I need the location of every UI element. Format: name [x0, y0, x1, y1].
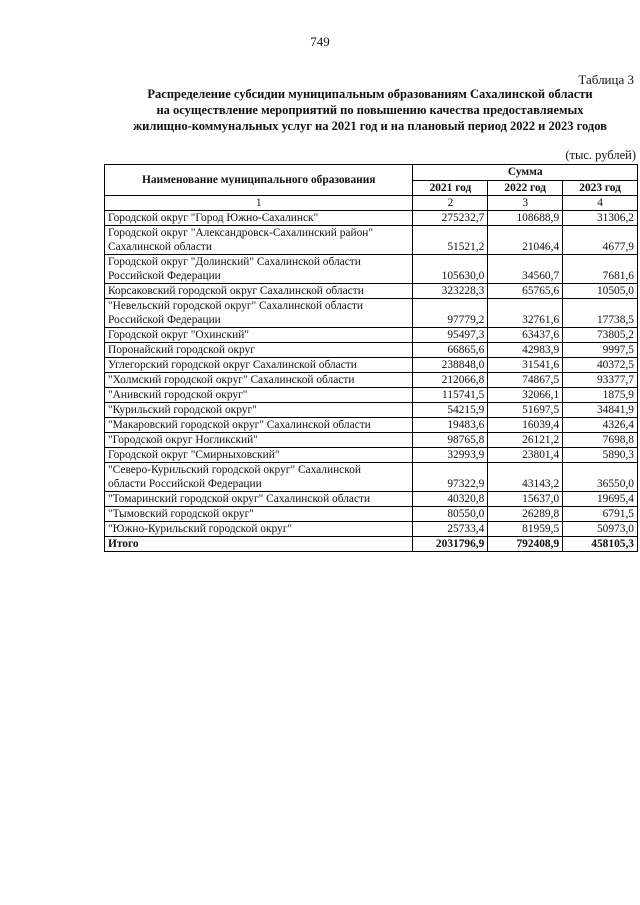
table-row	[105, 226, 638, 255]
municipality-name-line: "Курильский городской округ"	[108, 404, 257, 416]
value-2021: 51521,2	[413, 226, 488, 255]
value-2021: 115741,5	[413, 388, 488, 403]
value-2023: 4326,4	[563, 418, 638, 433]
title-line: Распределение субсидии муниципальным образованиям Сахалинской области	[147, 87, 593, 101]
value-2022: 15637,0	[488, 492, 563, 507]
municipality-name-line: Городской округ "Смирныховский"	[108, 449, 280, 461]
municipality-name-line: Сахалинской области	[108, 241, 212, 253]
value-2021: 323228,3	[413, 284, 488, 299]
header-name: Наименование муниципального образования	[105, 165, 413, 196]
value-2022: 63437,6	[488, 328, 563, 343]
value-2023: 40372,5	[563, 358, 638, 373]
municipality-name-line: "Городской округ Ногликский"	[108, 434, 258, 446]
total-value-2021: 2031796,9	[413, 537, 488, 552]
value-2023: 17738,5	[563, 299, 638, 328]
municipality-name-line: Поронайский городской округ	[108, 344, 255, 356]
value-2022: 23801,4	[488, 448, 563, 463]
municipality-name-line: Городской округ "Охинский"	[108, 329, 249, 341]
value-2021: 98765,8	[413, 433, 488, 448]
value-2023: 7681,6	[563, 255, 638, 284]
value-2021: 54215,9	[413, 403, 488, 418]
table-row	[105, 403, 638, 418]
value-2023: 1875,9	[563, 388, 638, 403]
column-index: 2	[413, 196, 488, 211]
municipality-name-line: Городской округ "Александровск-Сахалинский район"	[108, 227, 374, 239]
value-2023: 7698,8	[563, 433, 638, 448]
value-2021: 95497,3	[413, 328, 488, 343]
municipality-name-line: "Анивский городской округ"	[108, 389, 248, 401]
value-2023: 34841,9	[563, 403, 638, 418]
value-2022: 74867,5	[488, 373, 563, 388]
municipality-name-line: "Макаровский городской округ" Сахалинской области	[108, 419, 371, 431]
table-row	[105, 328, 638, 343]
value-2021: 275232,7	[413, 211, 488, 226]
value-2022: 51697,5	[488, 403, 563, 418]
municipality-name	[105, 388, 413, 403]
total-value-2023: 458105,3	[563, 537, 638, 552]
table-row	[105, 284, 638, 299]
column-index: 4	[563, 196, 638, 211]
column-index: 1	[105, 196, 413, 211]
table-row	[105, 373, 638, 388]
value-2021: 40320,8	[413, 492, 488, 507]
value-2022: 31541,6	[488, 358, 563, 373]
municipality-name	[105, 463, 413, 492]
value-2021: 97322,9	[413, 463, 488, 492]
municipality-name	[105, 373, 413, 388]
value-2021: 212066,8	[413, 373, 488, 388]
table-body	[105, 211, 638, 537]
table-row	[105, 343, 638, 358]
value-2022: 21046,4	[488, 226, 563, 255]
title-line: жилищно-коммунальных услуг на 2021 год и на плановый период 2022 и 2023 годов	[133, 119, 607, 133]
value-2023: 50973,0	[563, 522, 638, 537]
municipality-name-line: "Томаринский городской округ" Сахалинской области	[108, 493, 371, 505]
table-row	[105, 448, 638, 463]
municipality-name	[105, 358, 413, 373]
table-row	[105, 522, 638, 537]
value-2022: 42983,9	[488, 343, 563, 358]
value-2021: 32993,9	[413, 448, 488, 463]
municipality-name	[105, 299, 413, 328]
value-2021: 238848,0	[413, 358, 488, 373]
value-2022: 65765,6	[488, 284, 563, 299]
value-2023: 31306,2	[563, 211, 638, 226]
table-row	[105, 492, 638, 507]
table-row	[105, 388, 638, 403]
header-year: 2021 год	[413, 180, 488, 196]
municipality-name-line: "Невельский городской округ" Сахалинской области	[108, 300, 363, 312]
value-2021: 25733,4	[413, 522, 488, 537]
total-value-2022: 792408,9	[488, 537, 563, 552]
value-2022: 32066,1	[488, 388, 563, 403]
value-2022: 81959,5	[488, 522, 563, 537]
value-2023: 9997,5	[563, 343, 638, 358]
table-row	[105, 507, 638, 522]
municipality-name-line: Корсаковский городской округ Сахалинской области	[108, 285, 364, 297]
value-2022: 26121,2	[488, 433, 563, 448]
column-index: 3	[488, 196, 563, 211]
municipality-name	[105, 448, 413, 463]
value-2021: 97779,2	[413, 299, 488, 328]
value-2023: 4677,9	[563, 226, 638, 255]
total-label: Итого	[105, 537, 413, 552]
municipality-name	[105, 284, 413, 299]
value-2021: 105630,0	[413, 255, 488, 284]
municipality-name	[105, 328, 413, 343]
municipality-name	[105, 418, 413, 433]
value-2022: 34560,7	[488, 255, 563, 284]
municipality-name	[105, 507, 413, 522]
municipality-name	[105, 255, 413, 284]
table-row	[105, 433, 638, 448]
table-row	[105, 418, 638, 433]
municipality-name-line: "Северо-Курильский городской округ" Сахалинской	[108, 464, 361, 476]
value-2023: 6791,5	[563, 507, 638, 522]
municipality-name	[105, 211, 413, 226]
value-2023: 73805,2	[563, 328, 638, 343]
value-2022: 26289,8	[488, 507, 563, 522]
subsidy-table	[104, 164, 638, 552]
table-row	[105, 255, 638, 284]
value-2022: 16039,4	[488, 418, 563, 433]
value-2022: 108688,9	[488, 211, 563, 226]
value-2023: 36550,0	[563, 463, 638, 492]
value-2022: 43143,2	[488, 463, 563, 492]
table-row	[105, 211, 638, 226]
value-2023: 93377,7	[563, 373, 638, 388]
value-2022: 32761,6	[488, 299, 563, 328]
municipality-name-line: Городской округ "Долинский" Сахалинской области	[108, 256, 361, 268]
header-year: 2023 год	[563, 180, 638, 196]
table-row	[105, 358, 638, 373]
municipality-name	[105, 433, 413, 448]
table-row	[105, 463, 638, 492]
table-label: Таблица 3	[578, 72, 634, 87]
municipality-name-line: "Южно-Курильский городской округ"	[108, 523, 293, 535]
title-line: на осуществление мероприятий по повышению качества предоставляемых	[156, 103, 584, 117]
value-2021: 80550,0	[413, 507, 488, 522]
document-title	[100, 86, 640, 134]
municipality-name	[105, 226, 413, 255]
municipality-name-line: Городской округ "Город Южно-Сахалинск"	[108, 212, 319, 224]
municipality-name-line: Углегорский городской округ Сахалинской области	[108, 359, 357, 371]
header-sum: Сумма	[413, 165, 638, 181]
value-2023: 5890,3	[563, 448, 638, 463]
municipality-name	[105, 403, 413, 418]
table-row	[105, 299, 638, 328]
municipality-name-line: "Холмский городской округ" Сахалинской области	[108, 374, 355, 386]
municipality-name	[105, 343, 413, 358]
total-row	[105, 537, 638, 552]
municipality-name	[105, 492, 413, 507]
value-2021: 19483,6	[413, 418, 488, 433]
municipality-name-line: Российской Федерации	[108, 270, 221, 282]
municipality-name-line: Российской Федерации	[108, 314, 221, 326]
value-2023: 10505,0	[563, 284, 638, 299]
header-year: 2022 год	[488, 180, 563, 196]
page-number: 749	[310, 34, 330, 49]
units-label: (тыс. рублей)	[565, 148, 636, 162]
municipality-name	[105, 522, 413, 537]
municipality-name-line: "Тымовский городской округ"	[108, 508, 254, 520]
value-2023: 19695,4	[563, 492, 638, 507]
municipality-name-line: области Российской Федерации	[108, 478, 262, 490]
value-2021: 66865,6	[413, 343, 488, 358]
